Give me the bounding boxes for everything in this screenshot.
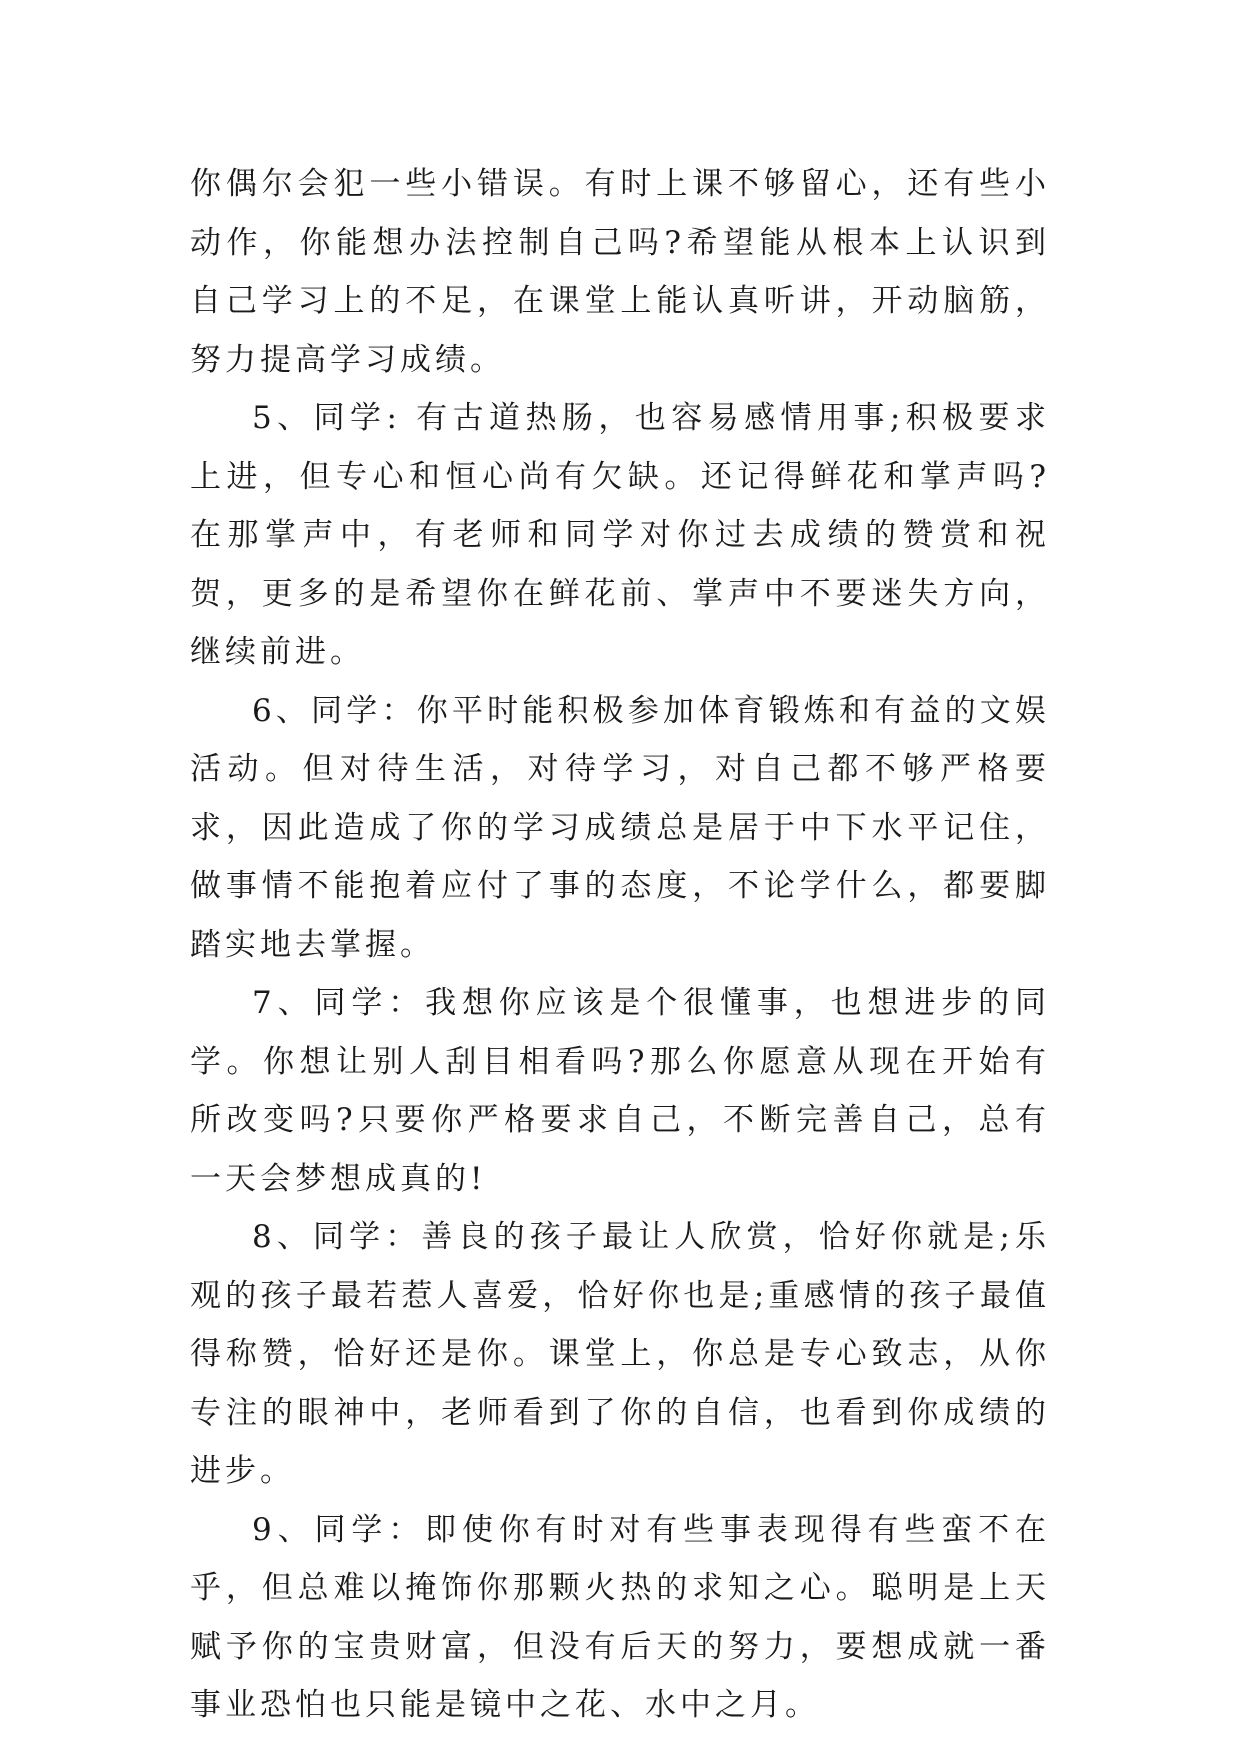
- document-body: [190, 155, 1050, 1735]
- paragraph-comment-7: 7、同学：我想你应该是个很懂事，也想进步的同学。你想让别人刮目相看吗?那么你愿意从现在开始有所改变吗?只要你严格要求自己，不断完善自己，总有一天会梦想成真的!: [190, 985, 1050, 1197]
- paragraph-comment-5: 5、同学: 有古道热肠，也容易感情用事;积极要求上进，但专心和恒心尚有欠缺。还记得鲜花和掌声吗?在那掌声中，有老师和同学对你过去成绩的赞赏和祝贺，更多的是希望你在鲜花前、掌声中不要迷失方向，继续前进。: [190, 400, 1050, 670]
- paragraph-comment-6: 6、同学：你平时能积极参加体育锻炼和有益的文娱活动。但对待生活，对待学习，对自己都不够严格要求，因此造成了你的学习成绩总是居于中下水平记住，做事情不能抱着应付了事的态度，不论学什么，都要脚踏实地去掌握。: [190, 692, 1050, 963]
- paragraph-comment-8: 8、同学：善良的孩子最让人欣赏，恰好你就是;乐观的孩子最若惹人喜爱，恰好你也是;重感情的孩子最值得称赞，恰好还是你。课堂上，你总是专心致志，从你专注的眼神中，老师看到了你的自信，也看到你成绩的进步。: [190, 1219, 1050, 1489]
- paragraph-continued: 你偶尔会犯一些小错误。有时上课不够留心，还有些小动作，你能想办法控制自己吗?希望能从根本上认识到自己学习上的不足，在课堂上能认真听讲，开动脑筋，努力提高学习成绩。: [190, 166, 1050, 378]
- paragraph-comment-9: 9、同学：即使你有时对有些事表现得有些蛮不在乎，但总难以掩饰你那颗火热的求知之心。聪明是上天赋予你的宝贵财富，但没有后天的努力，要想成就一番事业恐怕也只能是镜中之花、水中之月。: [190, 1511, 1050, 1723]
